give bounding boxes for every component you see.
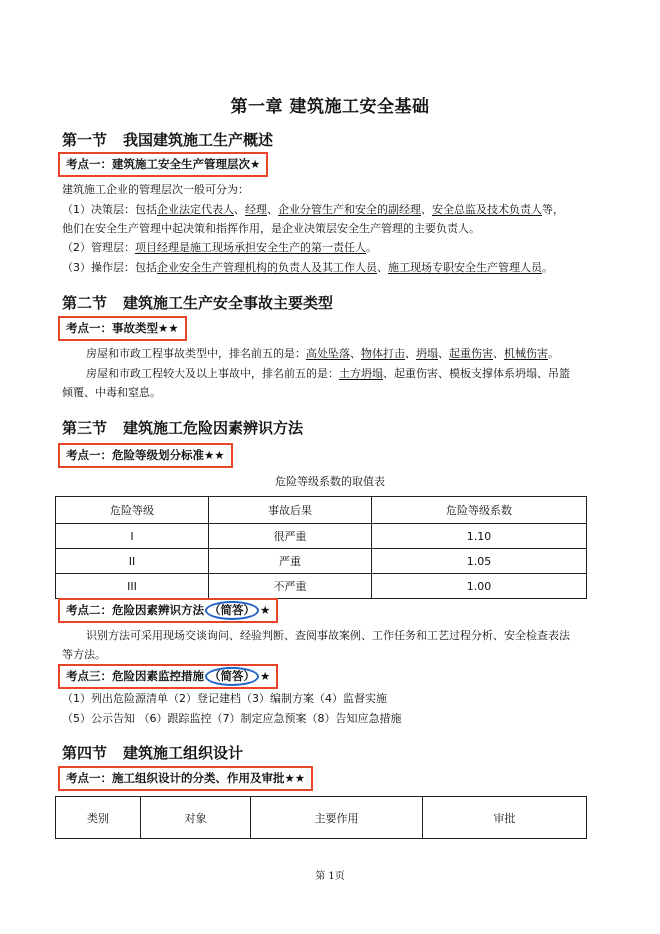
kp-box-s4-1: 考点一：施工组织设计的分类、作用及审批★★ (58, 766, 313, 791)
star-icon: ★ (260, 603, 271, 617)
construction-org-table (55, 796, 587, 839)
page-number: 第 1页 (315, 871, 345, 882)
table-cell: II (56, 549, 209, 574)
section-3-heading (62, 417, 303, 438)
table-header-cell: 对象 (141, 797, 251, 839)
table-cell: 1.05 (372, 549, 587, 574)
text: （2）管理层： (62, 241, 135, 254)
text: 房屋和市政工程事故类型中，排名前五的是： (86, 347, 306, 360)
section-3-title: 建筑施工危险因素辨识方法 (123, 419, 304, 437)
table-cell: 严重 (209, 549, 372, 574)
kp-box-s3-1: 考点一：危险等级划分标准★★ (58, 443, 233, 468)
table-row (56, 524, 587, 549)
text: 、 (350, 347, 361, 360)
s1-intro: 建筑施工企业的管理层次一般可分为： (62, 183, 249, 196)
text: 。 (366, 241, 377, 254)
underlined-text: 坍塌 (416, 347, 438, 360)
text: 考点三：危险因素监控措施 (66, 669, 204, 683)
s2-para-2-cont: 倾覆、中毒和窒息。 (62, 386, 161, 399)
short-answer-oval: （简答） (205, 667, 259, 686)
short-answer-oval: （简答） (205, 601, 259, 620)
text: 、 (421, 203, 432, 216)
table-cell: I (56, 524, 209, 549)
section-1-number: 第一节 (62, 131, 108, 149)
s3-kp3-line-2: （5）公示告知 （6）跟踪监控（7）制定应急预案（8）告知应急措施 (62, 712, 402, 725)
section-2-title: 建筑施工生产安全事故主要类型 (123, 294, 334, 312)
table-header-cell: 危险等级系数 (372, 497, 587, 524)
section-4-title: 建筑施工组织设计 (123, 744, 244, 762)
kp-box-s3-3 (58, 664, 278, 689)
kp-box-s2-1: 考点一：事故类型★★ (58, 316, 187, 341)
table-header-cell: 危险等级 (56, 497, 209, 524)
text: （1）决策层：包括 (62, 203, 157, 216)
table-header-row (56, 497, 587, 524)
text: 、 (234, 203, 245, 216)
table-header-row (56, 797, 587, 839)
underlined-text: 施工现场专职安全生产管理人员 (388, 261, 542, 274)
underlined-text: 安全总监及技术负责人 (432, 203, 542, 216)
underlined-text: 起重伤害 (449, 347, 493, 360)
table-cell: 不严重 (209, 574, 372, 599)
underlined-text: 企业安全生产管理机构的负责人及其工作人员 (157, 261, 377, 274)
table-caption: 危险等级系数的取值表 (275, 475, 385, 488)
kp-box-s3-2 (58, 598, 278, 623)
section-4-number: 第四节 (62, 744, 108, 762)
text: 、 (377, 261, 388, 274)
table-row (56, 574, 587, 599)
star-icon: ★ (260, 669, 271, 683)
text: 考点二：危险因素辨识方法 (66, 603, 204, 617)
text: 。 (542, 261, 553, 274)
underlined-text: 经理 (245, 203, 267, 216)
underlined-text: 高处坠落 (306, 347, 350, 360)
text: 、起重伤害、模板支撑体系坍塌、吊篮 (383, 367, 570, 380)
s1-line-2: 他们在安全生产管理中起决策和指挥作用，是企业决策层安全生产管理的主要负责人。 (62, 222, 480, 235)
section-4-heading (62, 742, 243, 763)
underlined-text: 企业法定代表人 (157, 203, 234, 216)
kp-box-s1-1: 考点一：建筑施工安全生产管理层次★ (58, 152, 268, 177)
text: 房屋和市政工程较大及以上事故中，排名前五的是： (86, 367, 339, 380)
s3-kp3-line-1: （1）列出危险源清单（2）登记建档（3）编制方案（4）监督实施 (62, 692, 387, 705)
chapter-title: 第一章 建筑施工安全基础 (230, 97, 430, 117)
table-row (56, 549, 587, 574)
s3-kp2-para-cont: 等方法。 (62, 648, 106, 661)
section-1-heading (62, 129, 273, 150)
section-1-title: 我国建筑施工生产概述 (123, 131, 274, 149)
text: （3）操作层：包括 (62, 261, 157, 274)
s3-kp2-para: 识别方法可采用现场交谈询问、经验判断、查阅事故案例、工作任务和工艺过程分析、安全检查表法 (86, 629, 570, 642)
table-header-cell: 事故后果 (209, 497, 372, 524)
table-cell: 1.00 (372, 574, 587, 599)
s1-line-4 (62, 261, 553, 275)
underlined-text: 机械伤害 (504, 347, 548, 360)
text: 、 (438, 347, 449, 360)
text: 、 (267, 203, 278, 216)
section-2-heading (62, 292, 333, 313)
table-header-cell: 审批 (423, 797, 587, 839)
s1-line-1 (62, 203, 564, 217)
underlined-text: 物体打击 (361, 347, 405, 360)
risk-grade-table (55, 496, 587, 599)
table-header-cell: 主要作用 (251, 797, 423, 839)
table-cell: III (56, 574, 209, 599)
table-cell: 1.10 (372, 524, 587, 549)
section-2-number: 第二节 (62, 294, 108, 312)
text: 、 (405, 347, 416, 360)
text: 。 (548, 347, 559, 360)
text: 等， (542, 203, 564, 216)
table-header-cell: 类别 (56, 797, 141, 839)
underlined-text: 企业分管生产和安全的副经理 (278, 203, 421, 216)
underlined-text: 项目经理是施工现场承担安全生产的第一责任人 (135, 241, 366, 254)
s2-para-1 (86, 347, 559, 361)
section-3-number: 第三节 (62, 419, 108, 437)
s2-para-2 (86, 367, 570, 381)
text: 、 (493, 347, 504, 360)
s1-line-3 (62, 241, 377, 255)
table-cell: 很严重 (209, 524, 372, 549)
underlined-text: 土方坍塌 (339, 367, 383, 380)
